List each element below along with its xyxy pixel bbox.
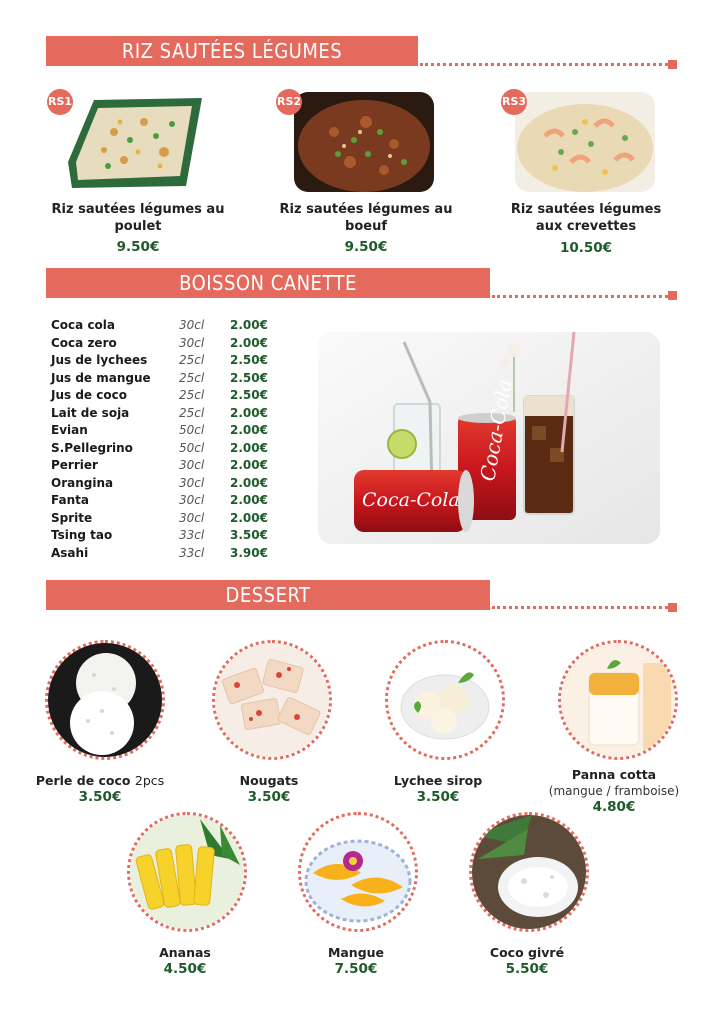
drink-price: 2.00€ xyxy=(230,423,268,437)
dessert-photo-lychee xyxy=(385,640,505,760)
dessert-price: 4.50€ xyxy=(163,961,207,977)
drink-price: 2.50€ xyxy=(230,388,268,402)
drink-volume: 25cl xyxy=(179,405,205,420)
rice-item-price: 9.50€ xyxy=(116,239,160,255)
rice-beef-photo xyxy=(294,92,434,192)
dessert-name: Mangue xyxy=(327,945,385,960)
dessert-price: 4.80€ xyxy=(592,799,636,815)
dessert-photo-frozen-coconut xyxy=(469,812,589,932)
drink-volume: 33cl xyxy=(179,528,205,542)
rice-code-badge: RS2 xyxy=(276,89,302,115)
drink-price: 2.00€ xyxy=(230,510,268,525)
dessert-photo-pineapple xyxy=(127,812,247,932)
coca-cola-photo xyxy=(318,332,660,544)
rice-item-name-line1: Riz sautées légumes xyxy=(510,202,662,217)
dessert-name: Nougats xyxy=(239,773,299,788)
dessert-price: 3.50€ xyxy=(416,789,460,805)
coca-cola-logo-can: Coca-Cola xyxy=(475,377,517,483)
banner-dotted-line xyxy=(420,63,668,66)
rice-item-1 xyxy=(38,201,238,255)
drink-name: Tsing tao xyxy=(51,528,113,542)
drink-volume: 33cl xyxy=(179,545,205,560)
drink-volume: 25cl xyxy=(179,388,205,402)
drink-name: Perrier xyxy=(51,458,98,472)
dessert-note: (mangue / framboise) xyxy=(548,784,680,798)
dessert-photo-mango xyxy=(298,812,418,932)
drink-price: 2.00€ xyxy=(230,440,268,455)
drink-price: 2.50€ xyxy=(230,353,268,367)
drink-price: 2.00€ xyxy=(230,405,268,420)
drink-volume: 50cl xyxy=(179,440,205,455)
section-banner-rice: RIZ SAUTÉES LÉGUMES xyxy=(46,36,418,66)
drink-price: 2.50€ xyxy=(230,370,268,385)
dessert-label xyxy=(184,772,354,805)
drink-name: Fanta xyxy=(51,493,89,507)
drink-price: 2.00€ xyxy=(230,318,268,332)
dessert-label xyxy=(529,766,699,815)
drink-volume: 30cl xyxy=(179,475,205,490)
rice-chicken-photo xyxy=(64,92,204,192)
drink-name: Lait de soja xyxy=(51,405,130,420)
drink-price: 2.00€ xyxy=(230,475,268,490)
drink-name: S.Pellegrino xyxy=(51,440,133,455)
drink-volume: 25cl xyxy=(179,370,205,385)
drink-price: 2.00€ xyxy=(230,335,268,350)
drink-volume: 30cl xyxy=(179,318,205,332)
dessert-price: 7.50€ xyxy=(334,961,378,977)
dessert-price: 5.50€ xyxy=(505,961,549,977)
section-banner-drinks: BOISSON CANETTE xyxy=(46,268,490,298)
rice-item-name-line2: aux crevettes xyxy=(535,219,637,234)
dessert-price: 3.50€ xyxy=(78,789,122,805)
drink-price: 2.00€ xyxy=(230,458,268,472)
dessert-label xyxy=(271,944,441,977)
drink-volume: 30cl xyxy=(179,510,205,525)
rice-code-badge: RS1 xyxy=(47,89,73,115)
rice-item-name: Riz sautées légumes au boeuf xyxy=(279,202,453,234)
section-banner-dessert: DESSERT xyxy=(46,580,490,610)
drink-price: 3.90€ xyxy=(230,545,268,560)
rice-code-badge: RS3 xyxy=(501,89,527,115)
drink-volume: 30cl xyxy=(179,458,205,472)
drink-name: Jus de lychees xyxy=(51,353,148,367)
rice-item-2 xyxy=(266,201,466,255)
banner-dotted-line xyxy=(492,606,668,609)
drink-price: 2.00€ xyxy=(230,493,268,507)
dessert-label xyxy=(100,944,270,977)
dessert-label xyxy=(353,772,523,805)
dessert-name-text: Perle de coco xyxy=(35,773,131,788)
drink-name: Sprite xyxy=(51,510,93,525)
banner-dotted-line xyxy=(492,295,668,298)
drink-name: Jus de mangue xyxy=(51,370,151,385)
drink-name: Orangina xyxy=(51,475,114,490)
drink-volume: 25cl xyxy=(179,353,205,367)
dessert-label xyxy=(442,944,612,977)
dessert-name xyxy=(15,772,185,789)
dessert-label xyxy=(15,772,185,805)
dessert-note: 2pcs xyxy=(134,773,165,788)
drink-name: Evian xyxy=(51,423,88,437)
rice-item-price: 10.50€ xyxy=(559,240,613,256)
dessert-price: 3.50€ xyxy=(247,789,291,805)
drink-volume: 50cl xyxy=(179,423,205,437)
rice-item-price: 9.50€ xyxy=(344,239,388,255)
rice-item-3 xyxy=(486,201,686,256)
drink-name: Asahi xyxy=(51,545,89,560)
drink-volume: 30cl xyxy=(179,335,205,350)
dessert-name: Coco givré xyxy=(489,945,565,960)
dessert-photo-panna-cotta xyxy=(558,640,678,760)
drink-name: Coca cola xyxy=(51,318,116,332)
drink-volume: 30cl xyxy=(179,493,205,507)
rice-item-name: Riz sautées légumes au poulet xyxy=(51,202,225,234)
banner-dot-end xyxy=(668,291,677,300)
drink-name: Coca zero xyxy=(51,335,117,350)
dessert-name: Ananas xyxy=(159,945,211,960)
dessert-photo-nougats xyxy=(212,640,332,760)
dessert-photo-coconut-pearls xyxy=(45,640,165,760)
drink-name: Jus de coco xyxy=(51,388,127,402)
rice-shrimp-photo xyxy=(515,92,655,192)
dessert-name: Lychee sirop xyxy=(393,773,483,788)
banner-dot-end xyxy=(668,603,677,612)
coca-cola-logo-lying: Coca-Cola xyxy=(362,489,460,511)
drink-price: 3.50€ xyxy=(230,528,268,542)
banner-dot-end xyxy=(668,60,677,69)
dessert-name: Panna cotta xyxy=(571,767,657,782)
